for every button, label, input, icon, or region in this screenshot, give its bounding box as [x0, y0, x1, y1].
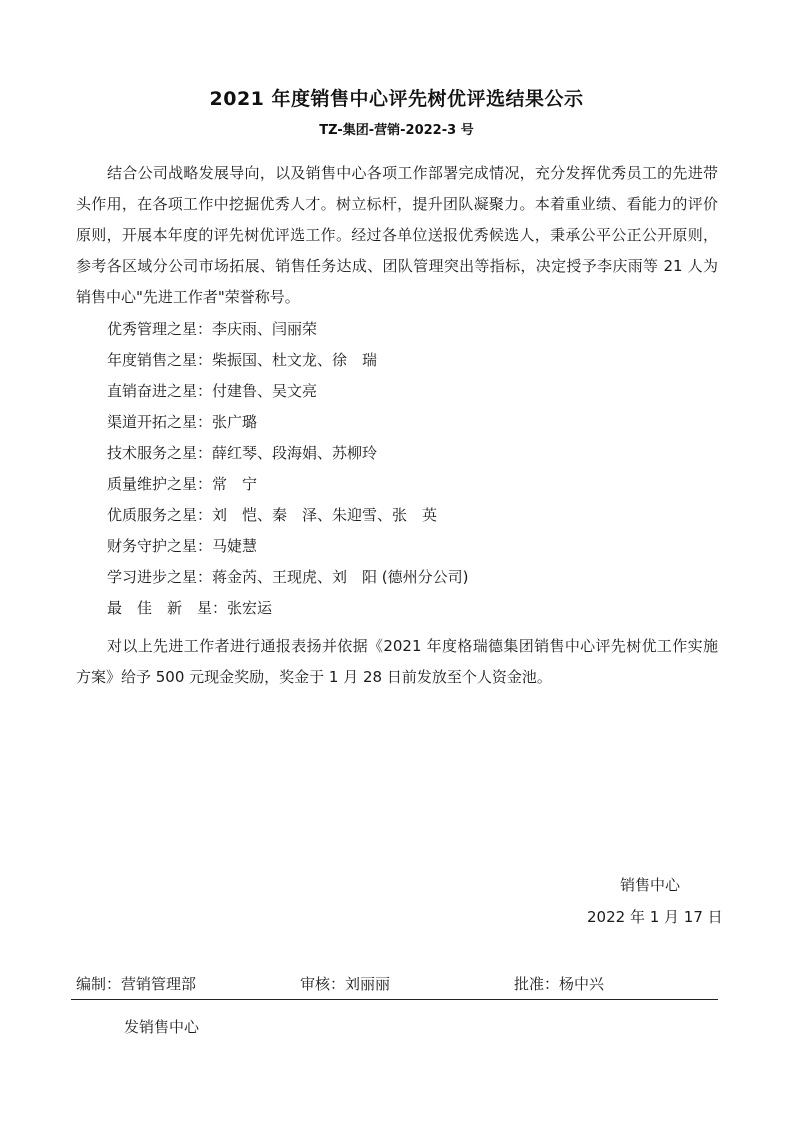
footer-editor: 编制：营销管理部	[76, 975, 197, 993]
distribution-line: 发销售中心	[124, 1018, 200, 1036]
document-number: TZ-集团-营销-2022-3 号	[319, 123, 474, 138]
footer-divider	[71, 999, 718, 1000]
award-item: 渠道开拓之星：张广璐	[107, 413, 258, 431]
award-item: 最 佳 新 星：张宏运	[107, 599, 273, 617]
footer-approver: 批准：杨中兴	[514, 975, 605, 993]
footer-reviewer: 审核：刘丽丽	[300, 975, 391, 993]
award-item: 学习进步之星：蒋金芮、王现虎、刘 阳 (德州分公司)	[107, 568, 469, 586]
award-item: 技术服务之星：薛红琴、段海娟、苏柳玲	[107, 444, 378, 462]
approval-footer	[76, 973, 717, 997]
award-item: 年度销售之星：柴振国、杜文龙、徐 瑞	[107, 351, 378, 369]
award-item: 质量维护之星：常 宁	[107, 475, 258, 493]
document-title: 2021 年度销售中心评先树优评选结果公示	[209, 88, 584, 110]
award-item: 优质服务之星：刘 恺、秦 泽、朱迎雪、张 英	[107, 506, 438, 524]
intro-paragraph: 结合公司战略发展导向，以及销售中心各项工作部署完成情况，充分发挥优秀员工的先进带头作用，在各项工作中挖掘优秀人才。树立标杆，提升团队凝聚力。本着重业绩、看能力的评价原则，开展本年度的评先树优评选工作。经过各单位送报优秀候选人，秉承公平公正公开原则，参考各区域分公司市场拓展、销售任务达成、团队管理突出等指标，决定授予李庆雨等 21 人为销售中心"先进工作者"荣誉称号。	[76, 164, 718, 306]
award-item: 直销奋进之星：付建鲁、吴文亮	[107, 382, 318, 400]
award-item: 财务守护之星：马婕慧	[107, 537, 258, 555]
award-item: 优秀管理之星：李庆雨、闫丽荣	[107, 320, 318, 338]
closing-paragraph: 对以上先进工作者进行通报表扬并依据《2021 年度格瑞德集团销售中心评先树优工作实施方案》给予 500 元现金奖励，奖金于 1 月 28 日前发放至个人资金池。	[76, 637, 718, 686]
signature-date: 2022 年 1 月 17 日	[587, 908, 723, 926]
awards-list	[107, 314, 707, 624]
signature-org: 销售中心	[620, 876, 681, 894]
